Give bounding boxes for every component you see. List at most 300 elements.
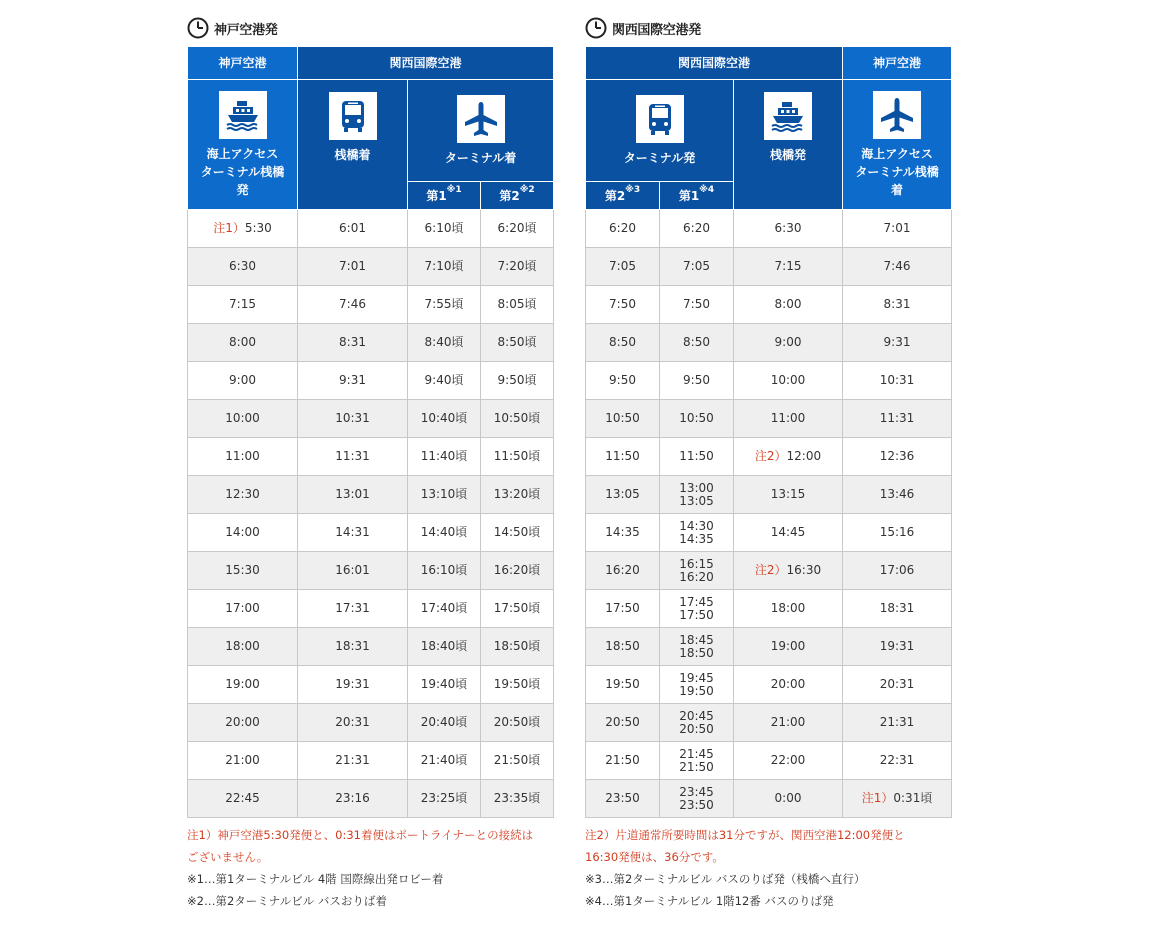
footnote-line: 注1）神戸空港5:30発便と、0:31着便はポートライナーとの接続は [187,828,534,842]
cell-pier-arrival-value: 17:31 [335,601,370,615]
cell-sea-access-arrival [843,514,952,552]
cell-pier-arrival-value: 7:01 [339,259,366,273]
cell-terminal-2-value: 18:50頃 [493,639,541,653]
cell-terminal-2 [586,742,660,780]
table-row [586,780,952,818]
header-sea-access-arrival [843,80,952,210]
header-kobe-airport: 神戸空港 [843,47,952,80]
section-heading [187,16,553,40]
header-terminal-departure [586,80,734,182]
cell-pier-departure-value: 6:30 [774,221,802,235]
cell-departure [188,628,298,666]
cell-departure-value: 12:30 [225,487,260,501]
cell-pier-departure [734,438,843,476]
cell-sea-access-arrival-value: 9:31 [883,335,911,349]
cell-terminal-2-value: 7:50 [609,297,636,311]
cell-sea-access-arrival-value: 13:46 [879,487,915,501]
cell-terminal-2 [586,248,660,286]
cell-terminal-1-value: 18:40頃 [420,639,468,653]
header-terminal-arrival [408,80,554,182]
cell-sea-access-arrival-value: 12:36 [879,449,915,463]
cell-sea-access-arrival [843,400,952,438]
table-row [188,400,554,438]
cell-terminal-1 [660,514,734,552]
cell-terminal-1-value: 21:45 21:50 [679,746,714,774]
cell-pier-arrival [298,704,408,742]
header-sea-access-departure [188,80,298,210]
cell-terminal-1-value: 20:45 20:50 [679,708,714,736]
cell-departure [188,666,298,704]
cell-terminal-2 [481,666,554,704]
cell-pier-departure-value: 13:15 [770,487,806,501]
cell-pier-departure-value: 16:30 [786,563,822,577]
cell-terminal-1 [408,704,481,742]
cell-departure [188,590,298,628]
cell-terminal-2-value: 20:50 [605,715,640,729]
footnote-line: ※4…第1ターミナルビル 1階12番 バスのりば発 [585,894,834,908]
cell-terminal-1-value: 7:10頃 [424,259,464,273]
cell-terminal-1 [660,780,734,818]
cell-pier-departure [734,210,843,248]
cell-pier-arrival [298,552,408,590]
cell-sea-access-arrival [843,704,952,742]
footnotes [187,824,553,912]
cell-departure-value: 11:00 [225,449,260,463]
header-terminal-1: 第1$^{※4}$ [660,182,734,210]
cell-departure [188,476,298,514]
cell-pier-departure-value: 0:00 [774,791,802,805]
cell-pier-arrival [298,780,408,818]
cell-terminal-2 [481,514,554,552]
table-row [586,628,952,666]
table-row [586,438,952,476]
cell-terminal-1-value: 17:40頃 [420,601,468,615]
cell-terminal-1 [408,400,481,438]
cell-sea-access-arrival-value: 10:31 [879,373,915,387]
cell-terminal-2 [481,210,554,248]
cell-terminal-1-value: 6:20 [683,221,710,235]
cell-terminal-1-value: 7:55頃 [424,297,464,311]
cell-terminal-2 [481,628,554,666]
cell-terminal-2-value: 19:50 [605,677,640,691]
cell-terminal-1 [408,210,481,248]
cell-terminal-2-value: 10:50頃 [493,411,541,425]
ship-icon [219,91,267,139]
cell-pier-arrival [298,666,408,704]
section-title: 神戸空港発 [214,22,278,38]
cell-terminal-2-value: 11:50 [605,449,640,463]
cell-terminal-1 [408,552,481,590]
cell-terminal-1-value: 7:05 [683,259,710,273]
table-row [188,628,554,666]
cell-departure-value: 7:15 [229,297,256,311]
cell-departure-value: 10:00 [225,411,260,425]
cell-terminal-1-value: 23:25頃 [420,791,468,805]
table-row [188,438,554,476]
cell-sea-access-arrival [843,780,952,818]
cell-terminal-2-value: 8:05頃 [497,297,537,311]
airplane-icon [457,95,505,143]
cell-terminal-2-value: 21:50 [605,753,640,767]
cell-sea-access-arrival-value: 15:16 [879,525,915,539]
cell-terminal-1-value: 8:50 [683,335,710,349]
table-row [586,362,952,400]
cell-terminal-2 [586,362,660,400]
cell-departure [188,438,298,476]
kansai-departure-section [585,16,951,912]
cell-terminal-1-value: 13:00 13:05 [679,480,714,508]
cell-departure [188,742,298,780]
table-row [586,514,952,552]
cell-pier-departure-value: 8:00 [774,297,802,311]
header-terminal-departure-label: ターミナル発 [623,150,696,165]
cell-pier-departure [734,514,843,552]
cell-departure [188,780,298,818]
cell-terminal-2-value: 11:50頃 [493,449,541,463]
cell-pier-departure [734,400,843,438]
cell-pier-arrival-value: 10:31 [335,411,370,425]
cell-terminal-1-value: 11:50 [679,449,714,463]
footnote-line: 16:30発便は、36分です。 [585,850,724,864]
cell-terminal-1 [660,590,734,628]
table-row [586,666,952,704]
cell-terminal-1 [660,400,734,438]
header-kansai-airport: 関西国際空港 [298,47,554,80]
footnote-line: ※1…第1ターミナルビル 4階 国際線出発ロビー着 [187,872,444,886]
cell-terminal-1 [408,248,481,286]
cell-terminal-2 [586,590,660,628]
cell-departure-value: 21:00 [225,753,260,767]
cell-departure-value: 19:00 [225,677,260,691]
cell-pier-departure-value: 10:00 [770,373,806,387]
cell-terminal-2-value: 18:50 [605,639,640,653]
cell-departure-value: 18:00 [225,639,260,653]
header-terminal-2: 第2$^{※2}$ [481,182,554,210]
table-row [188,780,554,818]
table-row [586,286,952,324]
cell-departure-value: 6:30 [229,259,256,273]
cell-terminal-1 [660,362,734,400]
cell-sea-access-arrival [843,552,952,590]
cell-terminal-1-value: 11:40頃 [420,449,468,463]
cell-terminal-1-value: 10:40頃 [420,411,468,425]
cell-terminal-2 [586,514,660,552]
cell-terminal-1-value: 14:40頃 [420,525,468,539]
cell-terminal-1-value: 9:40頃 [424,373,464,387]
cell-terminal-1 [660,552,734,590]
cell-pier-arrival [298,742,408,780]
cell-pier-departure-value: 20:00 [770,677,806,691]
cell-sea-access-arrival [843,590,952,628]
cell-terminal-1 [660,286,734,324]
cell-terminal-1 [660,438,734,476]
cell-terminal-2 [586,286,660,324]
cell-terminal-1 [408,628,481,666]
cell-sea-access-arrival-value: 11:31 [879,411,915,425]
cell-sea-access-arrival-value: 7:46 [883,259,911,273]
cell-terminal-1 [660,324,734,362]
cell-terminal-1 [408,286,481,324]
cell-pier-departure-value: 21:00 [770,715,806,729]
cell-pier-arrival-value: 16:01 [335,563,370,577]
cell-pier-arrival-value: 7:46 [339,297,366,311]
cell-terminal-2 [481,704,554,742]
table-row [188,666,554,704]
cell-terminal-2 [481,552,554,590]
cell-departure [188,514,298,552]
header-sea-access-label: 海上アクセス ターミナル桟橋 着 [855,146,939,197]
cell-departure [188,210,298,248]
cell-pier-departure-value: 11:00 [770,411,806,425]
cell-pier-arrival-value: 6:01 [339,221,366,235]
table-row [188,362,554,400]
cell-terminal-1-value: 14:30 14:35 [679,518,714,546]
cell-pier-arrival-value: 8:31 [339,335,366,349]
cell-pier-departure [734,666,843,704]
bus-icon [636,95,684,143]
cell-departure [188,286,298,324]
cell-pier-departure-value: 7:15 [774,259,802,273]
note-marker: 注2） [754,449,787,463]
cell-pier-arrival-value: 18:31 [335,639,370,653]
cell-departure-value: 22:45 [225,791,260,805]
header-terminal-2: 第2$^{※3}$ [586,182,660,210]
cell-terminal-2-value: 14:35 [605,525,640,539]
table-row [586,742,952,780]
cell-terminal-2 [481,780,554,818]
cell-departure-value: 17:00 [225,601,260,615]
header-sea-access-label: 海上アクセス ターミナル桟橋 発 [200,146,285,197]
cell-terminal-2-value: 9:50頃 [497,373,537,387]
footnote-line: ※3…第2ターミナルビル バスのりば発（桟橋へ直行） [585,872,866,886]
cell-pier-arrival-value: 19:31 [335,677,370,691]
table-row [586,324,952,362]
header-pier-arrival [298,80,408,210]
cell-terminal-1-value: 13:10頃 [420,487,468,501]
footnote-line: ※2…第2ターミナルビル バスおりば着 [187,894,387,908]
cell-terminal-1 [408,324,481,362]
table-row [188,742,554,780]
cell-sea-access-arrival-value: 19:31 [879,639,915,653]
table-row [188,552,554,590]
footnote-line: ございません。 [187,850,269,864]
cell-sea-access-arrival [843,742,952,780]
cell-sea-access-arrival [843,476,952,514]
cell-pier-departure-value: 18:00 [770,601,806,615]
cell-pier-departure-value: 22:00 [770,753,806,767]
cell-departure [188,324,298,362]
cell-pier-arrival [298,324,408,362]
cell-terminal-1-value: 20:40頃 [420,715,468,729]
section-heading [585,16,951,40]
cell-terminal-2-value: 8:50 [609,335,636,349]
cell-pier-departure [734,476,843,514]
kobe-departure-section [187,16,553,912]
cell-pier-departure [734,628,843,666]
header-terminal-1: 第1$^{※1}$ [408,182,481,210]
cell-terminal-2 [586,552,660,590]
cell-pier-arrival [298,628,408,666]
cell-pier-departure-value: 19:00 [770,639,806,653]
cell-terminal-2-value: 16:20頃 [493,563,541,577]
cell-pier-arrival [298,400,408,438]
header-terminal-arrival-label: ターミナル着 [444,150,517,165]
header-kansai-airport: 関西国際空港 [586,47,843,80]
cell-terminal-1-value: 16:15 16:20 [679,556,714,584]
cell-terminal-1 [660,248,734,286]
cell-departure [188,552,298,590]
cell-terminal-2 [586,400,660,438]
cell-terminal-2-value: 8:50頃 [497,335,537,349]
cell-sea-access-arrival [843,324,952,362]
cell-departure-value: 20:00 [225,715,260,729]
cell-pier-departure-value: 9:00 [774,335,802,349]
note-marker: 注1） [213,221,245,235]
cell-departure [188,362,298,400]
cell-terminal-2 [481,248,554,286]
cell-pier-arrival-value: 14:31 [335,525,370,539]
cell-terminal-2-value: 20:50頃 [493,715,541,729]
header-pier-arrival-label: 桟橋着 [334,148,371,162]
cell-terminal-2-value: 9:50 [609,373,636,387]
cell-terminal-2 [481,324,554,362]
footnote-line: 注2）片道通常所要時間は31分ですが、関西空港12:00発便と [585,828,905,842]
cell-sea-access-arrival-value: 22:31 [879,753,915,767]
cell-terminal-1-value: 23:45 23:50 [679,784,714,812]
section-title: 関西国際空港発 [612,22,701,38]
cell-terminal-2 [481,476,554,514]
cell-pier-arrival-value: 13:01 [335,487,370,501]
table-row [586,552,952,590]
cell-terminal-1-value: 16:10頃 [420,563,468,577]
table-row [188,248,554,286]
cell-pier-arrival [298,438,408,476]
table-row [188,514,554,552]
cell-terminal-2 [481,438,554,476]
cell-terminal-1 [660,476,734,514]
cell-terminal-2 [481,590,554,628]
cell-terminal-2-value: 23:50 [605,791,640,805]
cell-terminal-2 [586,704,660,742]
cell-sea-access-arrival-value: 21:31 [879,715,915,729]
cell-pier-arrival-value: 21:31 [335,753,370,767]
cell-pier-arrival [298,248,408,286]
cell-terminal-2 [586,666,660,704]
cell-pier-departure-value: 14:45 [770,525,806,539]
cell-terminal-1-value: 21:40頃 [420,753,468,767]
cell-terminal-1-value: 19:45 19:50 [679,670,714,698]
table-row [586,590,952,628]
cell-pier-departure [734,286,843,324]
cell-sea-access-arrival-value: 7:01 [883,221,911,235]
cell-terminal-1 [408,590,481,628]
cell-terminal-1 [408,780,481,818]
cell-pier-arrival [298,362,408,400]
cell-departure-value: 5:30 [244,221,272,235]
airplane-icon [873,91,921,139]
cell-terminal-1 [660,666,734,704]
cell-terminal-2 [481,286,554,324]
cell-terminal-2 [586,438,660,476]
table-row [586,400,952,438]
cell-terminal-1-value: 17:45 17:50 [679,594,714,622]
cell-sea-access-arrival [843,362,952,400]
cell-terminal-2 [481,742,554,780]
cell-terminal-1 [408,514,481,552]
cell-terminal-1-value: 10:50 [679,411,714,425]
cell-departure [188,248,298,286]
table-row [188,210,554,248]
cell-terminal-1 [408,362,481,400]
timetable [187,46,554,818]
cell-terminal-2-value: 6:20頃 [497,221,537,235]
cell-terminal-2-value: 14:50頃 [493,525,541,539]
cell-sea-access-arrival-value: 18:31 [879,601,915,615]
cell-terminal-2-value: 23:35頃 [493,791,541,805]
table-row [188,476,554,514]
cell-terminal-2-value: 17:50 [605,601,640,615]
cell-departure [188,400,298,438]
cell-pier-departure [734,780,843,818]
cell-terminal-1-value: 18:45 18:50 [679,632,714,660]
cell-terminal-1 [408,438,481,476]
cell-pier-arrival [298,514,408,552]
table-row [188,590,554,628]
cell-terminal-1 [660,742,734,780]
cell-pier-departure [734,590,843,628]
cell-terminal-2 [586,476,660,514]
ship-icon [764,92,812,140]
cell-pier-arrival [298,590,408,628]
cell-terminal-1-value: 9:50 [683,373,710,387]
table-row [586,704,952,742]
cell-departure-value: 9:00 [229,373,256,387]
cell-terminal-2 [586,780,660,818]
cell-terminal-2-value: 7:05 [609,259,636,273]
note-marker: 注1） [861,791,894,805]
cell-terminal-1 [408,476,481,514]
timetable [585,46,952,818]
cell-sea-access-arrival [843,666,952,704]
cell-sea-access-arrival-value: 20:31 [879,677,915,691]
cell-terminal-2-value: 13:20頃 [493,487,541,501]
cell-terminal-1 [660,210,734,248]
header-pier-departure-label: 桟橋発 [770,148,807,162]
cell-terminal-2 [586,324,660,362]
cell-terminal-2-value: 16:20 [605,563,640,577]
cell-pier-arrival [298,210,408,248]
cell-pier-departure [734,704,843,742]
cell-pier-departure [734,552,843,590]
cell-pier-departure [734,324,843,362]
cell-terminal-2-value: 10:50 [605,411,640,425]
cell-sea-access-arrival [843,286,952,324]
cell-terminal-1-value: 7:50 [683,297,710,311]
cell-sea-access-arrival-value: 17:06 [879,563,915,577]
cell-pier-departure-value: 12:00 [786,449,822,463]
cell-pier-arrival-value: 11:31 [335,449,370,463]
header-kobe-airport: 神戸空港 [188,47,298,80]
cell-terminal-2 [481,362,554,400]
cell-sea-access-arrival [843,210,952,248]
clock-icon [585,17,607,39]
cell-pier-arrival [298,286,408,324]
header-pier-departure [734,80,843,210]
table-row [188,286,554,324]
cell-sea-access-arrival-value: 0:31頃 [893,791,933,805]
cell-sea-access-arrival [843,248,952,286]
cell-departure [188,704,298,742]
